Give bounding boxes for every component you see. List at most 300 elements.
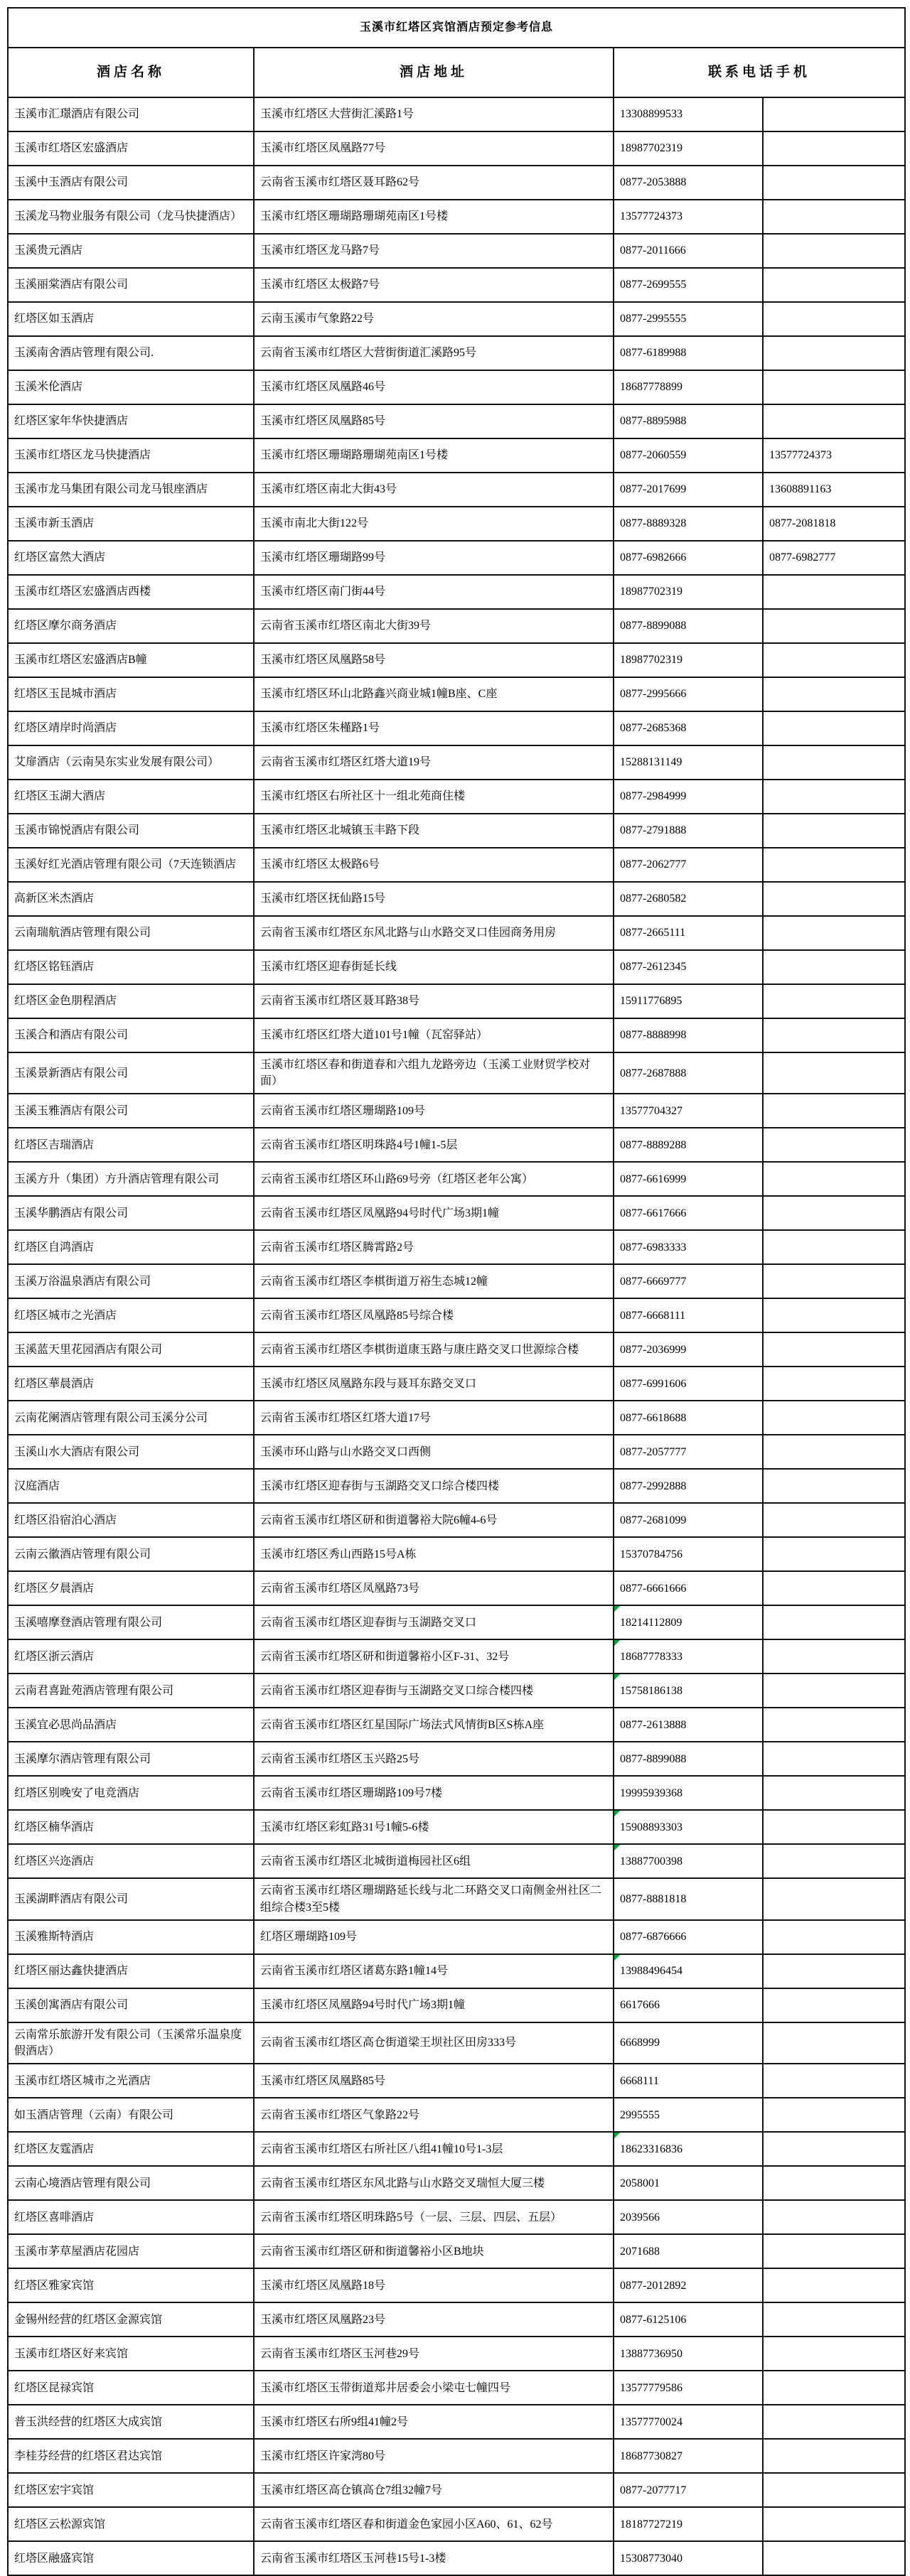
hotel-name-cell: 玉溪龙马物业服务有限公司（龙马快捷酒店） (8, 200, 254, 234)
table-row (8, 1605, 905, 1639)
hotel-name-cell: 玉溪宜必思尚品酒店 (8, 1708, 254, 1742)
hotel-address-cell: 玉溪市红塔区凤凰路东段与聂耳东路交叉口 (254, 1367, 614, 1401)
table-row (8, 97, 905, 131)
page-title: 玉溪市红塔区宾馆酒店预定参考信息 (8, 8, 905, 48)
hotel-phone-cell: 13988496454 (614, 1954, 763, 1988)
hotel-phone2-cell (763, 1639, 905, 1674)
table-row (8, 711, 905, 745)
hotel-address-cell: 玉溪市红塔区右所社区十一组北苑商住楼 (254, 780, 614, 814)
hotel-phone2-cell (763, 2098, 905, 2132)
table-row (8, 1401, 905, 1435)
hotel-phone-cell: 0877-2017699 (614, 473, 763, 507)
hotel-name-cell: 红塔区夕晨酒店 (8, 1571, 254, 1605)
hotel-phone-cell: 13577779586 (614, 2371, 763, 2405)
hotel-phone-cell: 0877-2995555 (614, 302, 763, 336)
table-row (8, 404, 905, 438)
hotel-phone2-cell (763, 1367, 905, 1401)
hotel-name-cell: 红塔区華晨酒店 (8, 1367, 254, 1401)
hotel-address-cell: 玉溪市红塔区凤凰路85号 (254, 404, 614, 438)
hotel-address-cell: 玉溪市红塔区大营街汇溪路1号 (254, 97, 614, 131)
hotel-phone-cell: 0877-8888998 (614, 1018, 763, 1052)
hotel-name-cell: 红塔区喜啡酒店 (8, 2200, 254, 2234)
table-row (8, 2473, 905, 2507)
hotel-phone-cell: 0877-6189988 (614, 336, 763, 370)
table-row (8, 302, 905, 336)
hotel-phone2-cell (763, 2166, 905, 2200)
hotel-name-cell: 玉溪市红塔区宏盛酒店 (8, 131, 254, 166)
table-row (8, 1332, 905, 1367)
hotel-name-cell: 云南花阑酒店管理有限公司玉溪分公司 (8, 1401, 254, 1435)
hotel-name-cell: 红塔区楠华酒店 (8, 1810, 254, 1844)
hotel-address-cell: 云南省玉溪市红塔区南北大街39号 (254, 609, 614, 643)
number-stored-as-text-indicator-icon (614, 1811, 620, 1816)
hotel-address-cell: 云南省玉溪市红塔区诸葛东路1幢14号 (254, 1954, 614, 1988)
hotel-phone-cell: 18187727219 (614, 2507, 763, 2541)
hotel-address-cell: 玉溪市红塔区迎春街延长线 (254, 950, 614, 984)
table-row (8, 200, 905, 234)
hotel-name-cell: 玉溪市茅草屋酒店花园店 (8, 2234, 254, 2268)
hotel-name-cell: 玉溪创寓酒店有限公司 (8, 1988, 254, 2022)
hotel-phone2-cell (763, 1988, 905, 2022)
hotel-phone2-cell (763, 916, 905, 950)
hotel-address-cell: 云南省玉溪市红塔区凤凰路94号时代广场3期1幢 (254, 1196, 614, 1230)
hotel-name-cell: 玉溪华鹏酒店有限公司 (8, 1196, 254, 1230)
table-row (8, 2405, 905, 2439)
hotel-phone-cell: 18687730827 (614, 2439, 763, 2473)
table-row (8, 1435, 905, 1469)
hotel-phone2-cell (763, 1196, 905, 1230)
hotel-address-cell: 云南省玉溪市红塔区红塔大道17号 (254, 1401, 614, 1435)
hotel-phone2-cell (763, 1401, 905, 1435)
hotel-phone-cell: 0877-2057777 (614, 1435, 763, 1469)
table-row (8, 1503, 905, 1537)
hotel-phone-cell: 2039566 (614, 2200, 763, 2234)
hotel-address-cell: 云南省玉溪市红塔区气象路22号 (254, 2098, 614, 2132)
hotel-phone-cell: 0877-6661666 (614, 1571, 763, 1605)
hotel-phone-cell: 6617666 (614, 1988, 763, 2022)
hotel-name-cell: 红塔区雅家宾馆 (8, 2268, 254, 2302)
hotel-name-cell: 玉溪米伦酒店 (8, 370, 254, 404)
hotel-phone-cell: 13887736950 (614, 2337, 763, 2371)
hotel-name-cell: 玉溪蓝天里花园酒店有限公司 (8, 1332, 254, 1367)
hotel-address-cell: 云南省玉溪市红塔区凤凰路85号综合楼 (254, 1298, 614, 1332)
hotel-phone2-cell (763, 1537, 905, 1571)
hotel-phone2-cell (763, 1469, 905, 1503)
hotel-phone-cell: 18987702319 (614, 575, 763, 609)
hotel-name-cell: 玉溪好红光酒店管理有限公司（7天连锁酒店 (8, 848, 254, 882)
hotel-address-cell: 云南省玉溪市红塔区玉河巷29号 (254, 2337, 614, 2371)
hotel-phone-cell: 0877-6125106 (614, 2302, 763, 2337)
hotel-phone-cell: 0877-2011666 (614, 234, 763, 268)
hotel-name-cell: 如玉酒店管理（云南）有限公司 (8, 2098, 254, 2132)
hotel-address-cell: 玉溪市红塔区抚仙路15号 (254, 882, 614, 916)
table-row (8, 1708, 905, 1742)
hotel-phone2-cell: 13608891163 (763, 473, 905, 507)
hotel-phone2-cell (763, 677, 905, 711)
hotel-phone-cell: 0877-6617666 (614, 1196, 763, 1230)
hotel-phone-cell: 0877-2992888 (614, 1469, 763, 1503)
hotel-phone-cell: 0877-2613888 (614, 1708, 763, 1742)
hotel-phone2-cell (763, 1503, 905, 1537)
hotel-phone2-cell (763, 1742, 905, 1776)
hotel-name-cell: 红塔区如玉酒店 (8, 302, 254, 336)
table-row (8, 2098, 905, 2132)
hotel-name-cell: 玉溪万浴温泉酒店有限公司 (8, 1264, 254, 1298)
hotel-name-cell: 红塔区兴迩酒店 (8, 1844, 254, 1878)
number-stored-as-text-indicator-icon (614, 1955, 620, 1961)
column-header-row (8, 48, 905, 97)
hotel-phone2-cell (763, 2022, 905, 2064)
hotel-address-cell: 玉溪市红塔区珊瑚路珊瑚苑南区1号楼 (254, 200, 614, 234)
hotel-phone2-cell (763, 1776, 905, 1810)
table-row (8, 1988, 905, 2022)
hotel-phone2-cell (763, 2132, 905, 2166)
hotel-phone-cell: 0877-8899088 (614, 1742, 763, 1776)
hotel-address-cell: 红塔区珊瑚路109号 (254, 1920, 614, 1954)
hotel-phone-cell: 0877-2687888 (614, 1052, 763, 1094)
table-row (8, 1469, 905, 1503)
hotel-address-cell: 玉溪市红塔区凤凰路23号 (254, 2302, 614, 2337)
hotel-phone2-cell (763, 2234, 905, 2268)
hotel-phone2-cell (763, 711, 905, 745)
hotel-address-cell: 云南省玉溪市红塔区李棋街道万裕生态城12幢 (254, 1264, 614, 1298)
hotel-name-cell: 玉溪南舍酒店管理有限公司. (8, 336, 254, 370)
number-stored-as-text-indicator-icon (614, 1606, 620, 1612)
hotel-phone-cell: 2995555 (614, 2098, 763, 2132)
hotel-phone-cell: 0877-8899088 (614, 609, 763, 643)
column-header-address: 酒店地址 (254, 48, 614, 97)
hotel-address-cell: 云南省玉溪市红塔区大营街街道汇溪路95号 (254, 336, 614, 370)
spreadsheet-document (7, 7, 904, 2576)
table-row (8, 2507, 905, 2541)
hotel-phone-cell: 0877-8881818 (614, 1878, 763, 1919)
hotel-name-cell: 玉溪方升（集团）方升酒店管理有限公司 (8, 1162, 254, 1196)
hotel-phone-cell: 0877-2612345 (614, 950, 763, 984)
hotel-address-cell: 云南省玉溪市红塔区珊瑚路109号7楼 (254, 1776, 614, 1810)
hotel-phone2-cell (763, 2439, 905, 2473)
hotel-name-cell: 玉溪玉雅酒店有限公司 (8, 1094, 254, 1128)
table-row (8, 1954, 905, 1988)
hotel-phone2-cell (763, 1052, 905, 1094)
hotel-address-cell: 玉溪市红塔区凤凰路58号 (254, 643, 614, 677)
hotel-phone2-cell (763, 745, 905, 780)
table-row (8, 1844, 905, 1878)
table-row (8, 1018, 905, 1052)
hotel-phone2-cell (763, 370, 905, 404)
hotel-phone-cell: 0877-2681099 (614, 1503, 763, 1537)
hotel-address-cell: 玉溪市红塔区高仓镇高仓7组32幢7号 (254, 2473, 614, 2507)
hotel-phone-cell: 18987702319 (614, 131, 763, 166)
hotel-name-cell: 玉溪中玉酒店有限公司 (8, 166, 254, 200)
hotel-phone-cell: 15370784756 (614, 1537, 763, 1571)
hotel-address-cell: 云南省玉溪市红塔区李棋街道康玉路与康庄路交叉口世源综合楼 (254, 1332, 614, 1367)
hotel-address-cell: 云南省玉溪市红塔区春和街道金色家园小区A60、61、62号 (254, 2507, 614, 2541)
hotel-phone-cell: 0877-6876666 (614, 1920, 763, 1954)
hotel-address-cell: 玉溪市红塔区凤凰路85号 (254, 2064, 614, 2098)
hotel-phone2-cell (763, 1094, 905, 1128)
number-stored-as-text-indicator-icon (614, 1640, 620, 1646)
hotel-phone2-cell (763, 882, 905, 916)
hotel-name-cell: 艾扉酒店（云南昊东实业发展有限公司） (8, 745, 254, 780)
hotel-phone2-cell (763, 609, 905, 643)
hotel-phone2-cell (763, 2405, 905, 2439)
hotel-name-cell: 玉溪市红塔区宏盛酒店西楼 (8, 575, 254, 609)
hotel-phone2-cell (763, 1810, 905, 1844)
number-stored-as-text-indicator-icon (614, 1674, 620, 1680)
hotel-name-cell: 红塔区友霆酒店 (8, 2132, 254, 2166)
hotel-name-cell: 玉溪市红塔区龙马快捷酒店 (8, 438, 254, 473)
hotel-phone-cell: 0877-6669777 (614, 1264, 763, 1298)
number-stored-as-text-indicator-icon (614, 2133, 620, 2138)
hotel-address-cell: 云南省玉溪市红塔区北城街道梅园社区6组 (254, 1844, 614, 1878)
hotel-address-cell: 玉溪市红塔区凤凰路94号时代广场3期1幢 (254, 1988, 614, 2022)
hotel-address-cell: 玉溪市红塔区春和街道春和六组九龙路旁边（玉溪工业财贸学校对面） (254, 1052, 614, 1094)
hotel-name-cell: 红塔区吉瑞酒店 (8, 1128, 254, 1162)
hotel-name-cell: 玉溪摩尔酒店管理有限公司 (8, 1742, 254, 1776)
hotel-phone2-cell (763, 2371, 905, 2405)
table-row (8, 2200, 905, 2234)
hotel-phone-cell: 2071688 (614, 2234, 763, 2268)
hotel-name-cell: 玉溪雅斯特酒店 (8, 1920, 254, 1954)
hotel-phone-cell: 6668999 (614, 2022, 763, 2064)
table-row (8, 438, 905, 473)
hotel-name-cell: 红塔区玉湖大酒店 (8, 780, 254, 814)
hotel-name-cell: 红塔区自鸿酒店 (8, 1230, 254, 1264)
table-row (8, 1298, 905, 1332)
hotel-address-cell: 云南省玉溪市红塔区明珠路5号（一层、三层、四层、五层） (254, 2200, 614, 2234)
hotel-phone-cell: 18214112809 (614, 1605, 763, 1639)
hotel-name-cell: 云南瑞航酒店管理有限公司 (8, 916, 254, 950)
hotel-name-cell: 玉溪市红塔区好来宾馆 (8, 2337, 254, 2371)
table-row (8, 1878, 905, 1919)
table-row (8, 609, 905, 643)
hotel-address-cell: 云南省玉溪市红塔区凤凰路73号 (254, 1571, 614, 1605)
hotel-phone-cell: 0877-6991606 (614, 1367, 763, 1401)
hotel-phone2-cell (763, 2337, 905, 2371)
table-row (8, 1162, 905, 1196)
hotel-phone-cell: 0877-6983333 (614, 1230, 763, 1264)
hotel-phone2-cell (763, 1605, 905, 1639)
hotel-phone2-cell (763, 2507, 905, 2541)
table-row (8, 950, 905, 984)
table-row (8, 814, 905, 848)
hotel-address-cell: 云南省玉溪市红塔区珊瑚路延长线与北二环路交叉口南侧金州社区二组综合楼3至5楼 (254, 1878, 614, 1919)
hotel-phone2-cell (763, 200, 905, 234)
hotel-address-cell: 云南省玉溪市红塔区高仓街道梁王坝社区田房333号 (254, 2022, 614, 2064)
hotel-phone-cell: 6668111 (614, 2064, 763, 2098)
table-row (8, 166, 905, 200)
hotel-phone-cell: 15911776895 (614, 984, 763, 1018)
hotel-phone-cell: 0877-2053888 (614, 166, 763, 200)
hotel-phone2-cell (763, 1298, 905, 1332)
hotel-address-cell: 云南省玉溪市红塔区腾霄路2号 (254, 1230, 614, 1264)
table-row (8, 2268, 905, 2302)
hotel-address-cell: 玉溪市红塔区秀山西路15号A栋 (254, 1537, 614, 1571)
table-row (8, 507, 905, 541)
table-row (8, 848, 905, 882)
hotel-address-cell: 云南省玉溪市红塔区聂耳路62号 (254, 166, 614, 200)
hotel-address-cell: 云南省玉溪市红塔区研和街道馨裕小区F-31、32号 (254, 1639, 614, 1674)
hotel-address-cell: 云南省玉溪市红塔区玉河巷15号1-3楼 (254, 2541, 614, 2575)
table-row (8, 1742, 905, 1776)
title-row (8, 8, 905, 48)
hotel-phone-cell: 0877-8895988 (614, 404, 763, 438)
hotel-name-cell: 玉溪市龙马集团有限公司龙马银座酒店 (8, 473, 254, 507)
hotel-name-cell: 红塔区浙云酒店 (8, 1639, 254, 1674)
hotel-phone2-cell: 0877-2081818 (763, 507, 905, 541)
hotel-phone2-cell (763, 848, 905, 882)
hotel-address-cell: 玉溪市南北大街122号 (254, 507, 614, 541)
column-header-phone: 联系电话手机 (614, 48, 905, 97)
hotel-phone2-cell (763, 984, 905, 1018)
hotel-phone-cell: 0877-2685368 (614, 711, 763, 745)
hotel-address-cell: 玉溪市红塔区彩虹路31号1幢5-6楼 (254, 1810, 614, 1844)
hotel-name-cell: 李桂芬经营的红塔区君达宾馆 (8, 2439, 254, 2473)
hotel-address-cell: 云南省玉溪市红塔区东风北路与山水路交叉口佳园商务用房 (254, 916, 614, 950)
table-row (8, 2166, 905, 2200)
table-row (8, 882, 905, 916)
hotel-name-cell: 玉溪贵元酒店 (8, 234, 254, 268)
table-row (8, 1052, 905, 1094)
hotel-name-cell: 高新区米杰酒店 (8, 882, 254, 916)
hotel-phone2-cell (763, 2541, 905, 2575)
hotel-phone-cell: 0877-6982666 (614, 541, 763, 575)
table-row (8, 541, 905, 575)
hotel-phone-cell: 18987702319 (614, 643, 763, 677)
hotel-phone2-cell (763, 404, 905, 438)
hotel-phone2-cell (763, 166, 905, 200)
hotel-address-cell: 云南省玉溪市红塔区东风北路与山水路交叉瑞恒大厦三楼 (254, 2166, 614, 2200)
table-row (8, 1128, 905, 1162)
hotel-address-cell: 玉溪市红塔区南北大街43号 (254, 473, 614, 507)
hotel-address-cell: 云南省玉溪市红塔区明珠路4号1幢1-5层 (254, 1128, 614, 1162)
hotel-name-cell: 玉溪合和酒店有限公司 (8, 1018, 254, 1052)
hotel-address-cell: 玉溪市红塔区北城镇玉丰路下段 (254, 814, 614, 848)
hotel-address-cell: 云南省玉溪市红塔区聂耳路38号 (254, 984, 614, 1018)
hotel-phone-cell: 13308899533 (614, 97, 763, 131)
table-row (8, 473, 905, 507)
table-row (8, 1094, 905, 1128)
hotel-phone-cell: 18623316836 (614, 2132, 763, 2166)
table-row (8, 916, 905, 950)
table-row (8, 1920, 905, 1954)
hotel-phone2-cell (763, 1264, 905, 1298)
hotel-name-cell: 红塔区城市之光酒店 (8, 1298, 254, 1332)
hotel-phone-cell: 13887700398 (614, 1844, 763, 1878)
hotel-address-cell: 玉溪市红塔区凤凰路46号 (254, 370, 614, 404)
hotel-phone2-cell (763, 1708, 905, 1742)
table-row (8, 1776, 905, 1810)
hotel-address-cell: 云南省玉溪市红塔区研和街道馨裕小区B地块 (254, 2234, 614, 2268)
hotel-phone-cell: 0877-2665111 (614, 916, 763, 950)
table-row (8, 1367, 905, 1401)
hotel-phone2-cell (763, 1674, 905, 1708)
hotel-phone2-cell (763, 2268, 905, 2302)
hotel-name-cell: 红塔区靖岸时尚酒店 (8, 711, 254, 745)
hotel-address-cell: 玉溪市红塔区玉带街道郑井居委会小梁屯七幢四号 (254, 2371, 614, 2405)
table-row (8, 1537, 905, 1571)
hotel-address-cell: 玉溪市红塔区珊瑚路珊瑚苑南区1号楼 (254, 438, 614, 473)
hotel-phone-cell: 0877-6668111 (614, 1298, 763, 1332)
hotel-phone2-cell: 0877-6982777 (763, 541, 905, 575)
table-row (8, 1196, 905, 1230)
table-row (8, 2371, 905, 2405)
table-row (8, 268, 905, 302)
hotel-name-cell: 玉溪市红塔区宏盛酒店B幢 (8, 643, 254, 677)
hotel-phone-cell: 13577770024 (614, 2405, 763, 2439)
hotel-phone2-cell (763, 1571, 905, 1605)
table-row (8, 234, 905, 268)
table-row (8, 2302, 905, 2337)
hotel-address-cell: 玉溪市红塔区南门街44号 (254, 575, 614, 609)
hotel-phone2-cell (763, 2064, 905, 2098)
hotel-name-cell: 玉溪湖畔酒店有限公司 (8, 1878, 254, 1919)
table-row (8, 780, 905, 814)
hotel-phone2-cell (763, 2200, 905, 2234)
hotel-phone-cell: 0877-2984999 (614, 780, 763, 814)
hotel-phone-cell: 15908893303 (614, 1810, 763, 1844)
hotel-phone2-cell (763, 234, 905, 268)
hotel-phone-cell: 0877-2680582 (614, 882, 763, 916)
hotel-phone2-cell (763, 97, 905, 131)
hotel-phone2-cell (763, 2302, 905, 2337)
hotel-address-cell: 玉溪市环山路与山水路交叉口西侧 (254, 1435, 614, 1469)
hotel-phone2-cell (763, 575, 905, 609)
hotel-phone-cell: 0877-2012892 (614, 2268, 763, 2302)
hotel-phone-cell: 13577724373 (614, 200, 763, 234)
hotel-info-table (7, 7, 906, 2576)
hotel-address-cell: 云南省玉溪市红塔区红塔大道19号 (254, 745, 614, 780)
hotel-name-cell: 玉溪市红塔区城市之光酒店 (8, 2064, 254, 2098)
hotel-address-cell: 云南省玉溪市红塔区玉兴路25号 (254, 1742, 614, 1776)
hotel-phone-cell: 0877-6616999 (614, 1162, 763, 1196)
hotel-address-cell: 玉溪市红塔区环山北路鑫兴商业城1幢B座、C座 (254, 677, 614, 711)
hotel-phone2-cell (763, 1230, 905, 1264)
hotel-name-cell: 玉溪嘻摩登酒店管理有限公司 (8, 1605, 254, 1639)
hotel-name-cell: 红塔区富然大酒店 (8, 541, 254, 575)
table-row (8, 2337, 905, 2371)
hotel-phone-cell: 18687778899 (614, 370, 763, 404)
hotel-name-cell: 红塔区宏宇宾馆 (8, 2473, 254, 2507)
hotel-address-cell: 玉溪市红塔区红塔大道101号1幢（瓦窑驿站） (254, 1018, 614, 1052)
hotel-phone2-cell (763, 643, 905, 677)
hotel-phone-cell: 0877-8889288 (614, 1128, 763, 1162)
hotel-phone-cell: 0877-6618688 (614, 1401, 763, 1435)
table-row (8, 677, 905, 711)
hotel-address-cell: 玉溪市红塔区右所9组41幢2号 (254, 2405, 614, 2439)
table-row (8, 2064, 905, 2098)
hotel-name-cell: 玉溪市锦悦酒店有限公司 (8, 814, 254, 848)
hotel-address-cell: 云南省玉溪市红塔区迎春街与玉湖路交叉口 (254, 1605, 614, 1639)
hotel-address-cell: 云南省玉溪市红塔区红星国际广场法式风情街B区S栋A座 (254, 1708, 614, 1742)
table-row (8, 1810, 905, 1844)
table-row (8, 2439, 905, 2473)
hotel-phone2-cell (763, 302, 905, 336)
hotel-name-cell: 金锡州经营的红塔区金源宾馆 (8, 2302, 254, 2337)
hotel-phone-cell: 15758186138 (614, 1674, 763, 1708)
table-row (8, 575, 905, 609)
hotel-phone2-cell (763, 2473, 905, 2507)
hotel-phone2-cell (763, 1844, 905, 1878)
hotel-name-cell: 玉溪景新酒店有限公司 (8, 1052, 254, 1094)
hotel-name-cell: 红塔区铭钰酒店 (8, 950, 254, 984)
hotel-name-cell: 红塔区融盛宾馆 (8, 2541, 254, 2575)
hotel-phone-cell: 18687778333 (614, 1639, 763, 1674)
hotel-address-cell: 玉溪市红塔区珊瑚路99号 (254, 541, 614, 575)
table-row (8, 643, 905, 677)
hotel-address-cell: 玉溪市红塔区迎春街与玉湖路交叉口综合楼四楼 (254, 1469, 614, 1503)
hotel-phone-cell: 13577704327 (614, 1094, 763, 1128)
